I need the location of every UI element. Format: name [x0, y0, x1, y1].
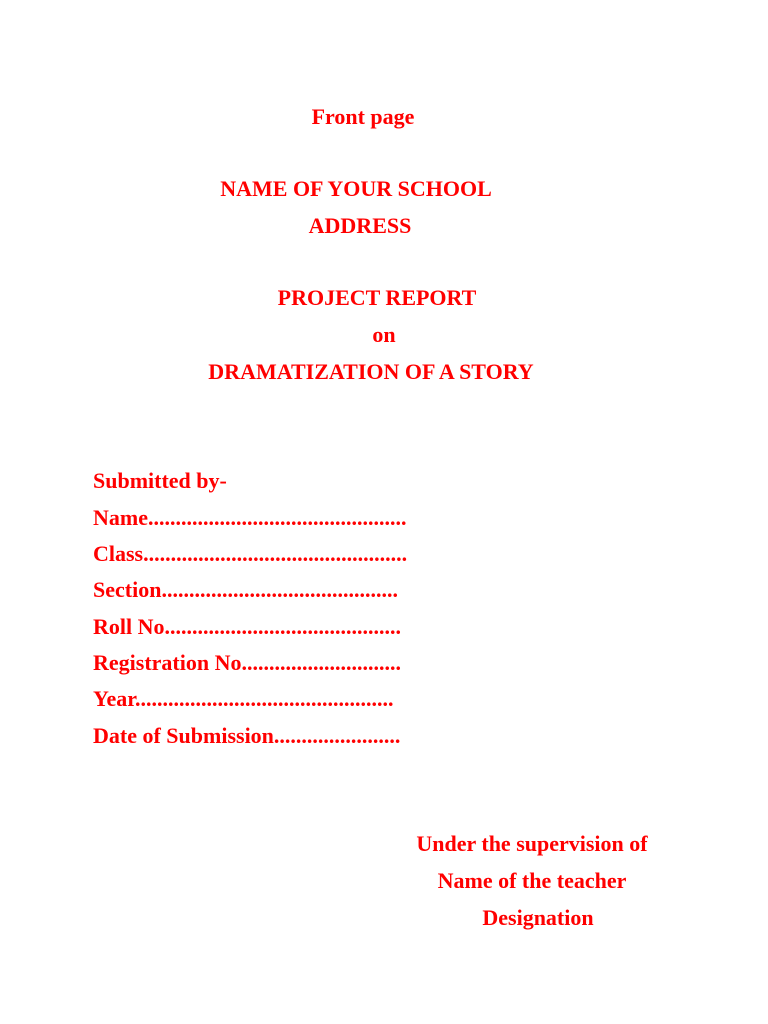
field-registration-no: Registration No............................. — [93, 650, 401, 675]
supervision-heading: Under the supervision of — [416, 831, 648, 856]
field-class: Class................................................ — [93, 541, 408, 566]
field-section: Section........................................... — [93, 577, 398, 602]
field-roll-no: Roll No........................................... — [93, 614, 401, 639]
report-on: on — [372, 322, 396, 347]
submitted-by-heading: Submitted by- — [93, 468, 227, 493]
report-title: PROJECT REPORT — [277, 285, 477, 310]
school-name: NAME OF YOUR SCHOOL — [220, 176, 492, 201]
school-address: ADDRESS — [308, 213, 412, 238]
report-topic: DRAMATIZATION OF A STORY — [208, 359, 534, 384]
field-name: Name............................................... — [93, 505, 407, 530]
teacher-name: Name of the teacher — [437, 868, 627, 893]
front-page-label: Front page — [311, 104, 415, 129]
field-date-of-submission: Date of Submission....................... — [93, 723, 401, 748]
teacher-designation: Designation — [482, 905, 594, 930]
field-year: Year............................................... — [93, 686, 394, 711]
